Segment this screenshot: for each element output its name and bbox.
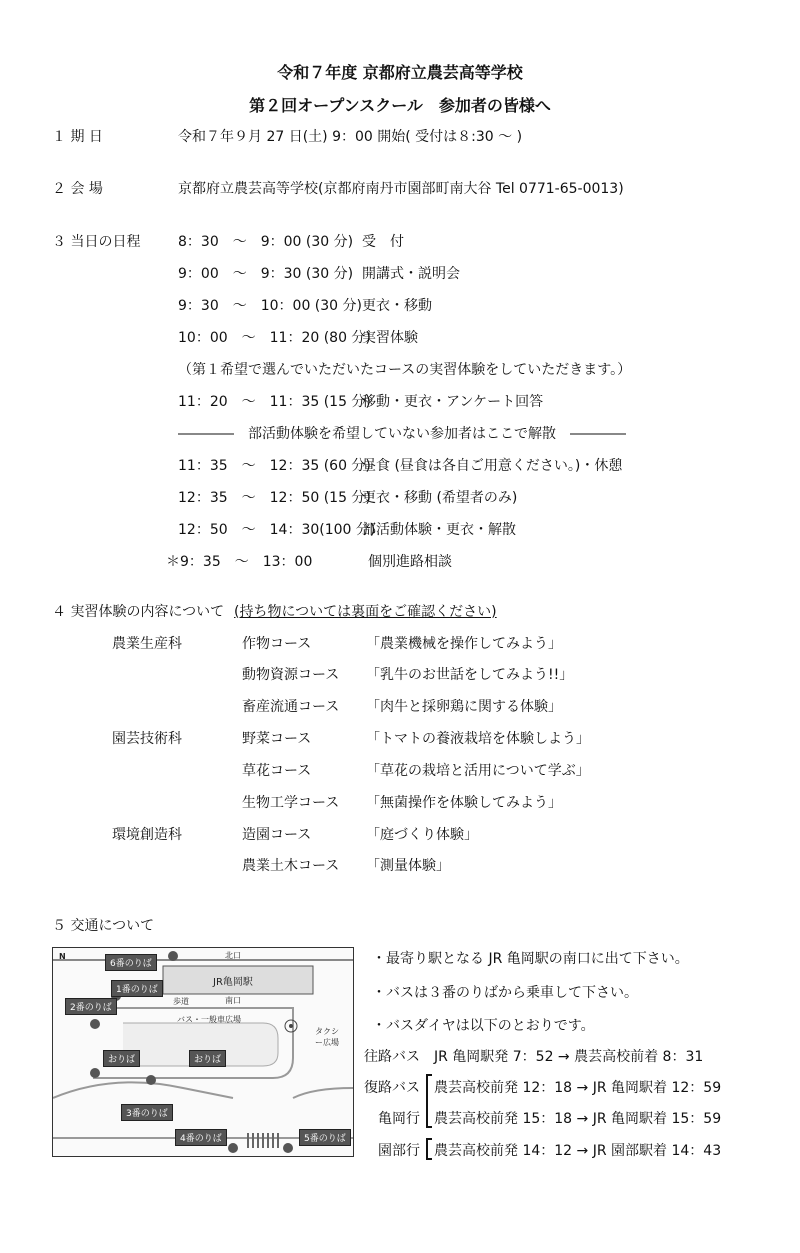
sonobe-label: 園部行 — [378, 1143, 420, 1159]
drop-off-2: おりば — [189, 1050, 226, 1067]
bus-stop-1: 1番のりば — [111, 980, 163, 997]
return-sonobe: 農芸高校前発 14：12 → JR 園部駅着 14：43 — [434, 1143, 722, 1159]
return-kameoka-2: 農芸高校前発 15：18 → JR 亀岡駅着 15：59 — [434, 1111, 722, 1127]
course-name: 生物工学コース — [242, 795, 340, 811]
section4-label: ４ 実習体験の内容について — [52, 604, 225, 620]
course-name: 動物資源コース — [242, 667, 340, 683]
title-line-2: 第２回オープンスクール 参加者の皆様へ — [249, 96, 551, 115]
schedule-event: 昼食 (昼食は各自ご用意ください。)・休憩 — [362, 458, 623, 474]
course-name: 造園コース — [242, 827, 312, 843]
schedule-time: 9：00 ～ 9：30 (30 分) — [178, 266, 354, 282]
bracket — [426, 1074, 432, 1128]
course-desc: 「庭づくり体験」 — [366, 827, 478, 843]
course-desc: 「無菌操作を体験してみよう」 — [366, 795, 562, 811]
course-name: 作物コース — [242, 636, 312, 652]
north-marker: N — [59, 952, 66, 961]
schedule-event: 個別進路相談 — [368, 554, 452, 570]
bus-area-label: バス・一般車広場 — [177, 1015, 241, 1024]
bus-stop-2: 2番のりば — [65, 998, 117, 1015]
bracket — [426, 1138, 432, 1160]
bus-stop-6: 6番のりば — [105, 954, 157, 971]
section4-note: (持ち物については裏面をご確認ください) — [234, 604, 497, 620]
return-kameoka-1: 農芸高校前発 12：18 → JR 亀岡駅着 12：59 — [434, 1080, 722, 1096]
schedule-event: 移動・更衣・アンケート回答 — [362, 394, 544, 410]
schedule-note: （第１希望で選んでいただいたコースの実習体験をしていただきます。） — [178, 362, 632, 378]
schedule-time: 8：30 ～ 9：00 (30 分) — [178, 234, 354, 250]
schedule-time: ＊9：35 ～ 13：00 — [166, 554, 313, 570]
course-desc: 「農業機械を操作してみよう」 — [366, 636, 562, 652]
section5-label: ５ 交通について — [52, 918, 155, 934]
north-exit-label: 北口 — [225, 951, 241, 960]
bus-stop-4: 4番のりば — [175, 1129, 227, 1146]
section1-text: 令和７年９月 27 日(土) 9：00 開始( 受付は８:30 ～ ) — [178, 129, 523, 145]
schedule-time: 9：30 ～ 10：00 (30 分) — [178, 298, 362, 314]
course-name: 野菜コース — [242, 731, 312, 747]
kameoka-label: 亀岡行 — [378, 1111, 420, 1127]
course-desc: 「草花の栽培と活用について学ぶ」 — [366, 763, 590, 779]
schedule-event: 開講式・説明会 — [362, 266, 460, 282]
return-label: 復路バス — [364, 1080, 420, 1096]
sidewalk-label: 歩道 — [173, 997, 189, 1006]
schedule-event: 更衣・移動 — [362, 298, 432, 314]
schedule-time: 12：35 ～ 12：50 (15 分) — [178, 490, 371, 506]
south-exit-label: 南口 — [225, 996, 241, 1005]
section2-label: ２ 会 場 — [52, 181, 103, 197]
schedule-time: 10：00 ～ 11：20 (80 分) — [178, 330, 371, 346]
section1-label: １ 期 日 — [52, 129, 103, 145]
dept-name: 農業生産科 — [112, 636, 182, 652]
course-name: 農業土木コース — [242, 858, 340, 874]
bus-stop-3: 3番のりば — [121, 1104, 173, 1121]
schedule-event: 更衣・移動 (希望者のみ) — [362, 490, 518, 506]
schedule-event: 実習体験 — [362, 330, 418, 346]
station-label: JR亀岡駅 — [213, 977, 253, 988]
course-desc: 「トマトの養液栽培を体験しよう」 — [366, 731, 590, 747]
bus-stop-5: 5番のりば — [299, 1129, 351, 1146]
schedule-time: 11：35 ～ 12：35 (60 分) — [178, 458, 371, 474]
transport-bullet: ・バスは３番のりばから乗車して下さい。 — [372, 985, 638, 1001]
schedule-time: 12：50 ～ 14：30(100 分) — [178, 522, 376, 538]
schedule-event: 部活動体験・更衣・解散 — [362, 522, 516, 538]
transport-bullet: ・最寄り駅となる JR 亀岡駅の南口に出て下さい。 — [372, 951, 689, 967]
schedule-time: 11：20 ～ 11：35 (15 分) — [178, 394, 371, 410]
outbound-label: 往路バス — [364, 1049, 420, 1065]
schedule-divider: ―――― 部活動体験を希望していない参加者はここで解散 ―――― — [178, 426, 626, 442]
dept-name: 園芸技術科 — [112, 731, 182, 747]
course-desc: 「乳牛のお世話をしてみよう!!」 — [366, 667, 574, 683]
title-line-1: 令和７年度 京都府立農芸高等学校 — [277, 63, 523, 82]
course-desc: 「肉牛と採卵鶏に関する体験」 — [366, 699, 562, 715]
drop-off-1: おりば — [103, 1050, 140, 1067]
schedule-event: 受 付 — [362, 234, 404, 250]
course-name: 畜産流通コース — [242, 699, 340, 715]
outbound-text: JR 亀岡駅発 7：52 → 農芸高校前着 8：31 — [434, 1049, 704, 1065]
transport-bullet: ・バスダイヤは以下のとおりです。 — [372, 1018, 595, 1034]
station-map — [52, 947, 354, 1157]
course-desc: 「測量体験」 — [366, 858, 450, 874]
section2-text: 京都府立農芸高等学校(京都府南丹市園部町南大谷 Tel 0771-65-0013) — [178, 181, 624, 197]
dept-name: 環境創造科 — [112, 827, 182, 843]
taxi-label: タクシー広場 — [315, 1027, 339, 1047]
section3-label: ３ 当日の日程 — [52, 234, 141, 250]
course-name: 草花コース — [242, 763, 312, 779]
